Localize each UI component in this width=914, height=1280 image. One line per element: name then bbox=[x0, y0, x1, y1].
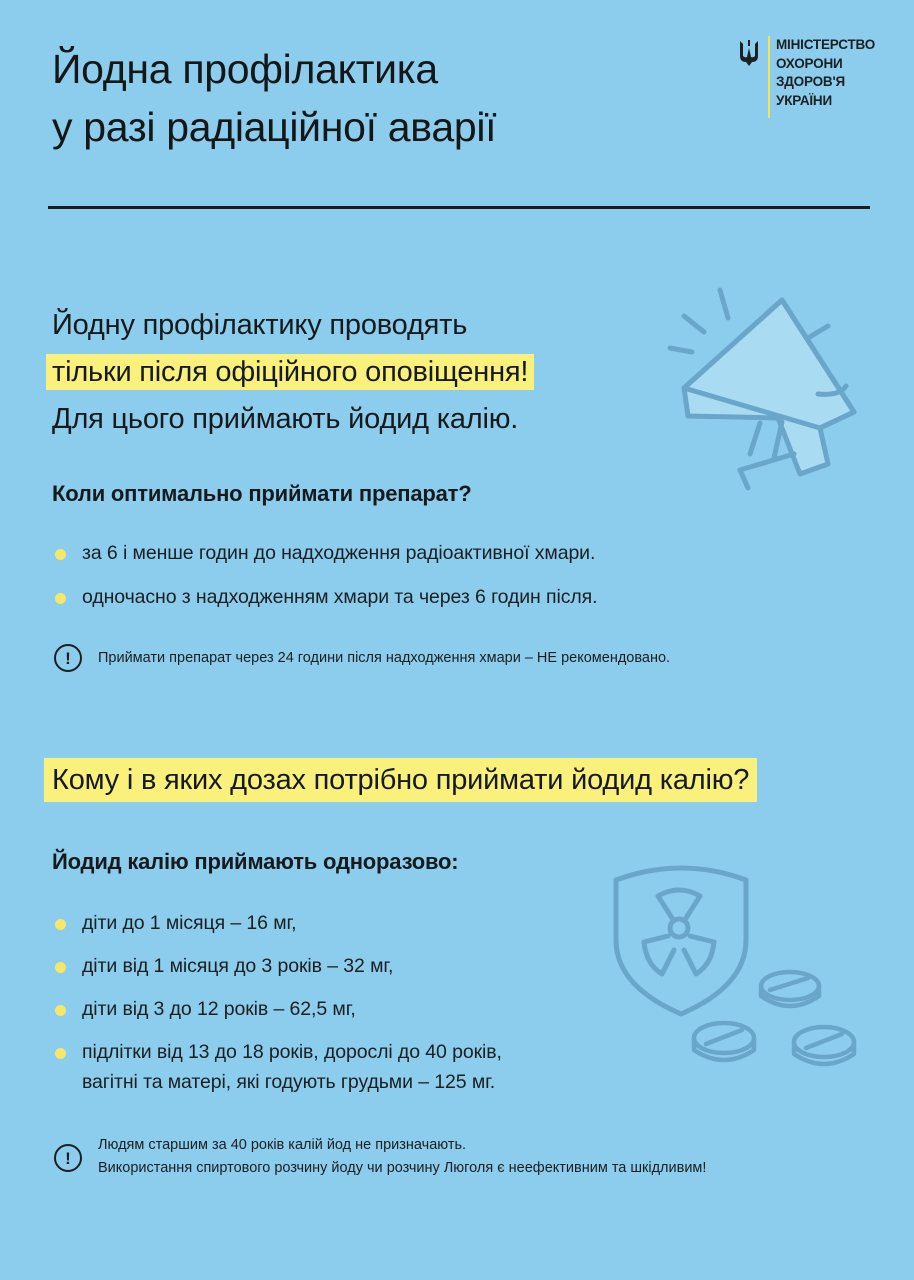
ministry-name-line: МІНІСТЕРСТВО bbox=[776, 37, 876, 52]
intro-line-1: Йодну профілактику проводять bbox=[52, 309, 468, 341]
intro-highlight: тільки після офіційного оповіщення! bbox=[46, 354, 534, 390]
timing-warning bbox=[54, 644, 834, 674]
ministry-name-line: ЗДОРОВ'Я bbox=[776, 74, 845, 89]
list-item: діти від 3 до 12 років – 62,5 мг, bbox=[52, 994, 502, 1024]
exclamation-circle-icon: ! bbox=[54, 1144, 82, 1172]
megaphone-icon bbox=[640, 278, 870, 508]
dosage-question bbox=[52, 758, 757, 802]
timing-heading: Коли оптимально приймати препарат? bbox=[52, 481, 472, 506]
bullet-dot bbox=[55, 1005, 66, 1016]
intro-text bbox=[52, 302, 534, 443]
page-title bbox=[52, 40, 652, 156]
bullet-dot bbox=[55, 549, 66, 560]
bullet-dot bbox=[55, 919, 66, 930]
page-title-line-2: у разі радіаційної аварії bbox=[52, 104, 497, 150]
dosage-list bbox=[52, 908, 502, 1097]
dosage-warning-text bbox=[98, 1134, 706, 1180]
list-item: за 6 і менше годин до надходження радіоактивної хмари. bbox=[52, 538, 597, 568]
page-title-line-1: Йодна профілактика bbox=[52, 46, 438, 92]
bullet-dot bbox=[55, 593, 66, 604]
intro-line-3: Для цього приймають йодид калію. bbox=[52, 403, 519, 435]
header-divider bbox=[48, 206, 870, 209]
bullet-dot bbox=[55, 962, 66, 973]
list-item: діти до 1 місяця – 16 мг, bbox=[52, 908, 502, 938]
trident-emblem-icon bbox=[738, 38, 760, 68]
dosage-question-highlight: Кому і в яких дозах потрібно приймати йодид калію? bbox=[44, 758, 757, 802]
timing-list bbox=[52, 538, 597, 612]
ministry-logo bbox=[738, 36, 898, 126]
ministry-name bbox=[776, 36, 875, 110]
timing-warning-text: Приймати препарат через 24 години після надходження хмари – НЕ рекомендовано. bbox=[98, 650, 671, 666]
dosage-warning-line-1: Людям старшим за 40 років калій йод не призначають. bbox=[98, 1137, 467, 1153]
bullet-dot bbox=[55, 1048, 66, 1059]
exclamation-circle-icon: ! bbox=[54, 644, 82, 672]
ministry-divider bbox=[768, 36, 770, 118]
dosage-warning-line-2: Використання спиртового розчину йоду чи розчину Люголя є неефективним та шкідливим! bbox=[98, 1160, 707, 1176]
ministry-name-line: ОХОРОНИ bbox=[776, 55, 843, 71]
list-item: підлітки від 13 до 18 років, дорослі до 40 років, вагітні та матері, які годують грудьми – 125 мг. bbox=[52, 1037, 502, 1097]
list-item: одночасно з надходженням хмари та через 6 годин після. bbox=[52, 582, 597, 612]
pill-tablets-icon bbox=[686, 968, 862, 1080]
dosage-warning bbox=[54, 1134, 874, 1188]
list-item: діти від 1 місяця до 3 років – 32 мг, bbox=[52, 951, 502, 981]
ministry-name-line: УКРАЇНИ bbox=[776, 92, 832, 108]
dosage-heading: Йодид калію приймають одноразово: bbox=[52, 849, 459, 874]
